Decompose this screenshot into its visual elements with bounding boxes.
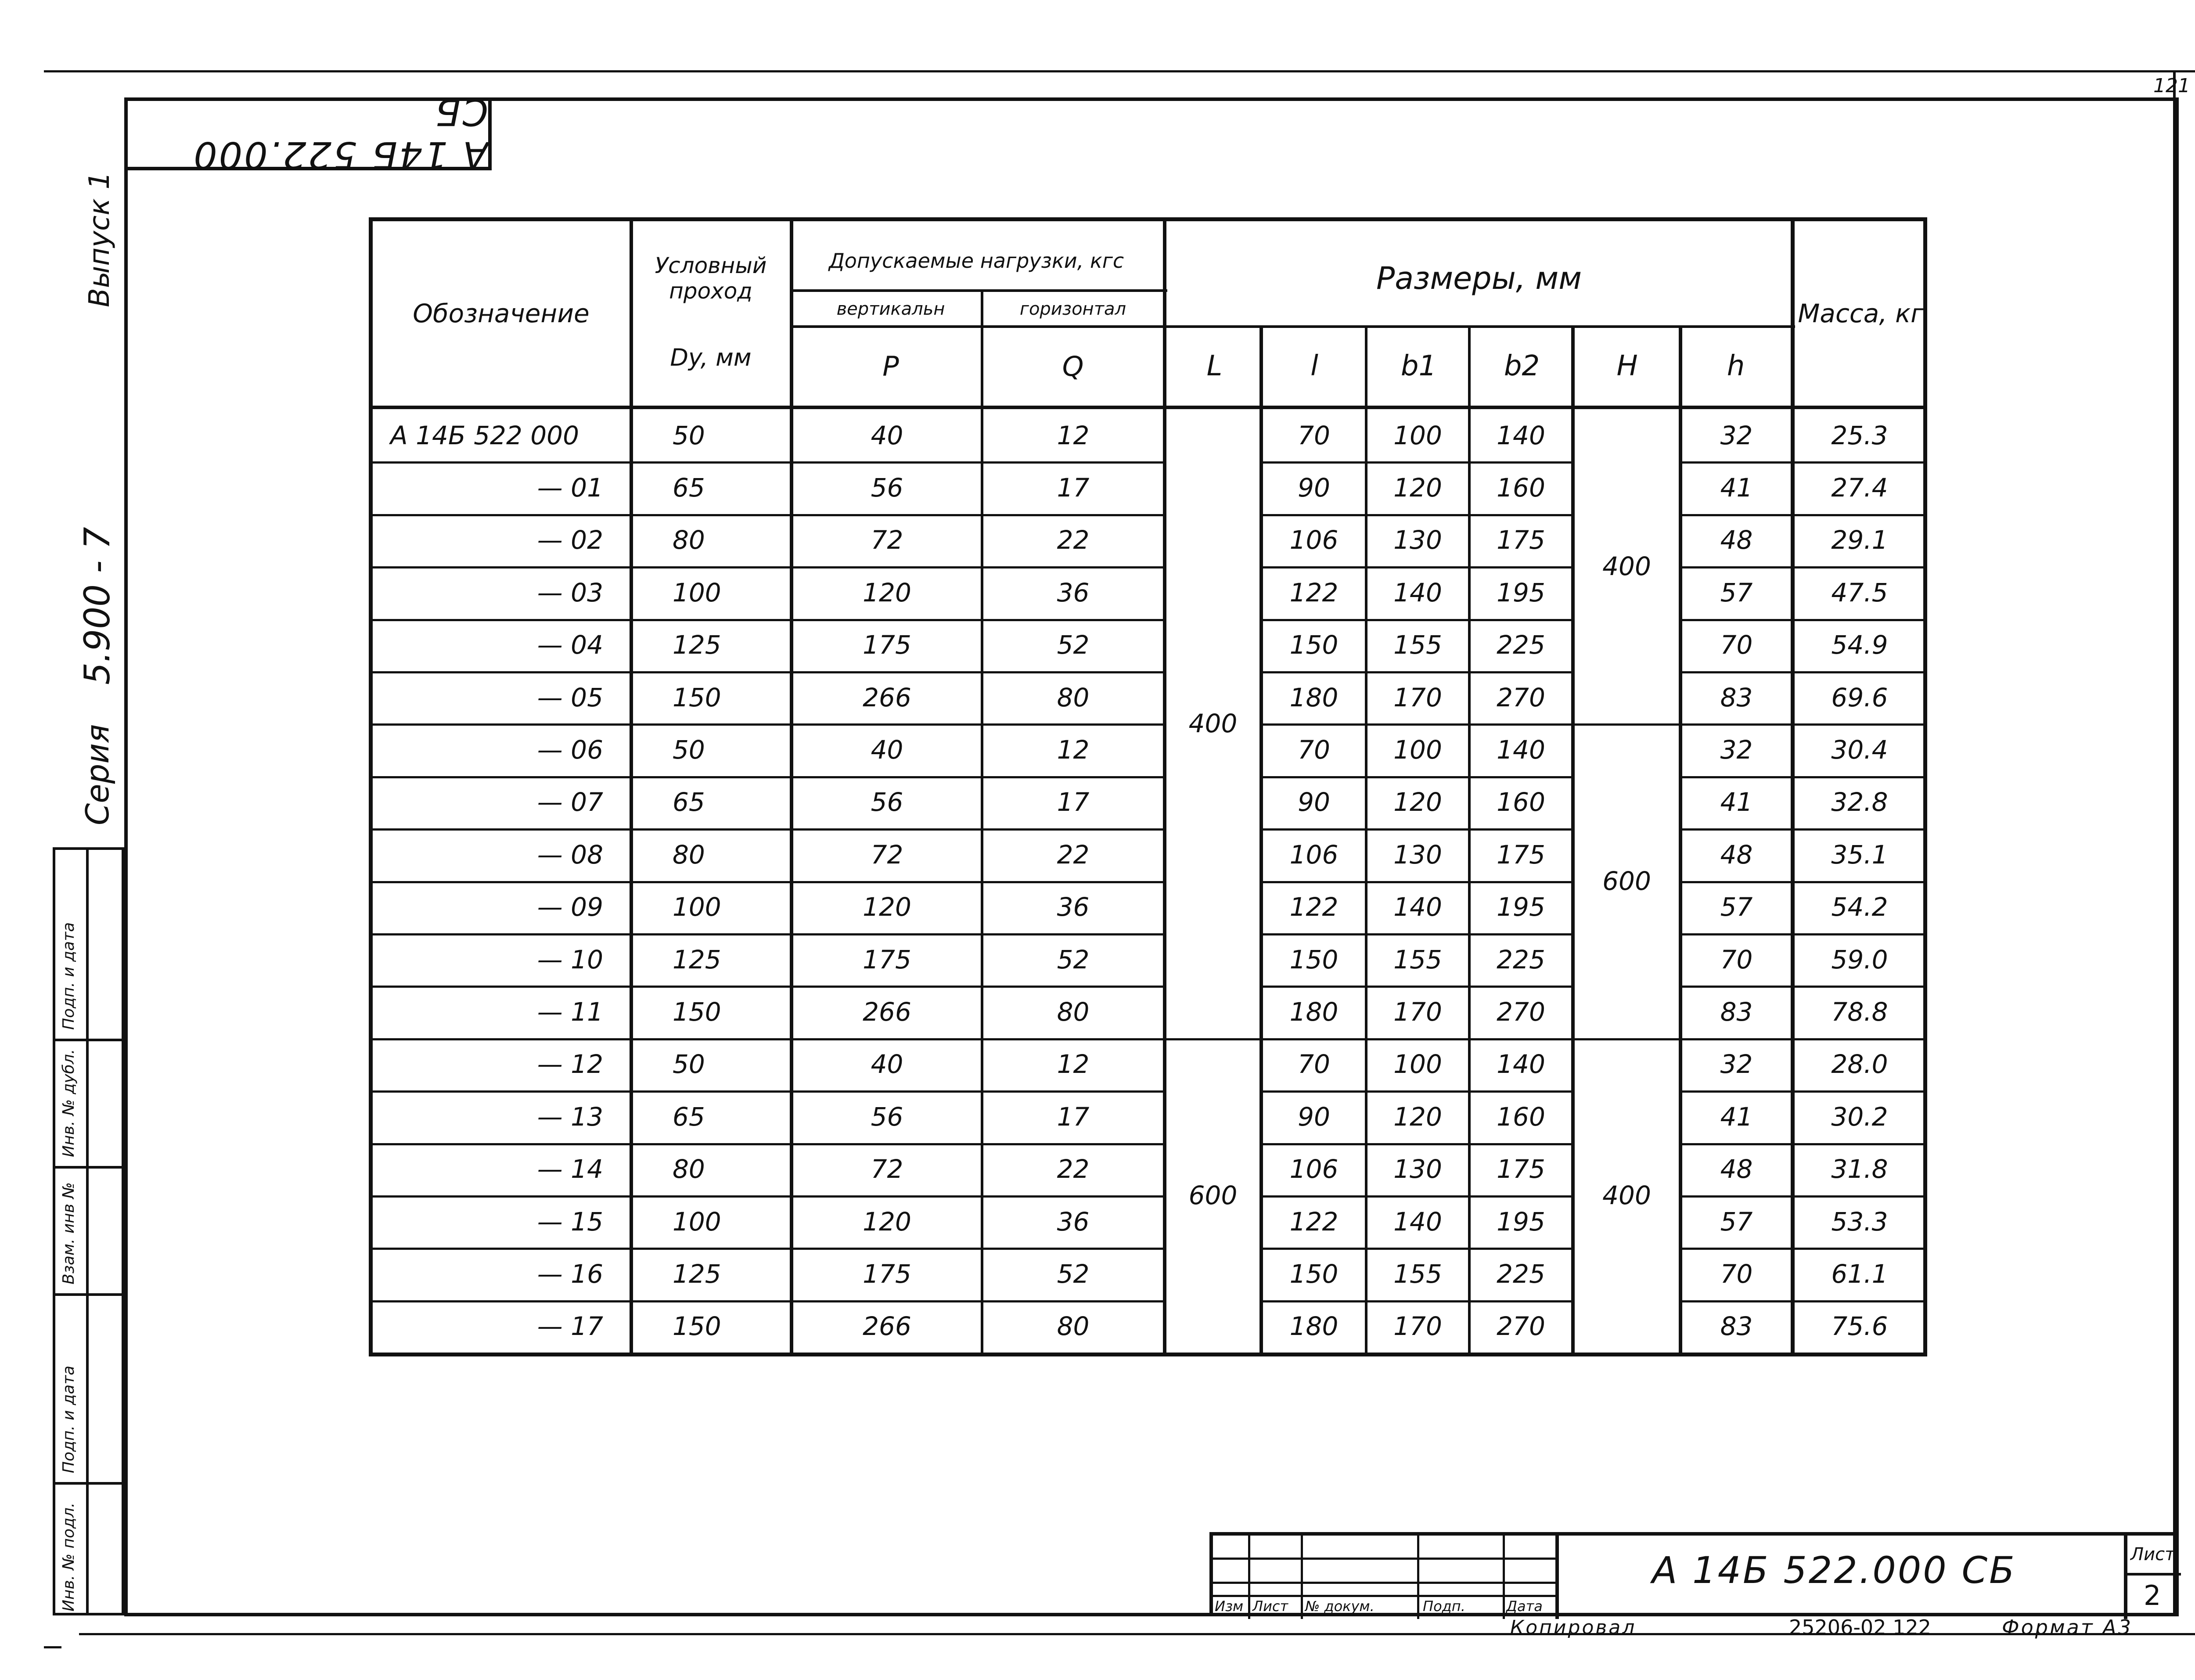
cell-h: 83	[1720, 997, 1753, 1027]
cell-m: 54.2	[1831, 892, 1888, 922]
row-line-dims	[1259, 828, 1571, 831]
cell-m: 53.3	[1831, 1206, 1888, 1237]
cell-q: 12	[1057, 735, 1090, 765]
cell-dy: 150	[673, 682, 721, 712]
cell-d: — 13	[537, 1101, 603, 1132]
cell-b1: 140	[1393, 892, 1442, 922]
cell-h: 41	[1720, 787, 1753, 817]
row-line-dims	[1259, 671, 1571, 673]
tb-doc-number: А 14Б 522.000 СБ	[1652, 1549, 2016, 1592]
cell-d: — 05	[537, 682, 603, 712]
row-line-dims	[1259, 723, 1571, 726]
col-line-4	[1163, 221, 1166, 1353]
tb-col-doc-no: № докум.	[1305, 1598, 1375, 1615]
tb-col-line-2	[1301, 1536, 1303, 1619]
cell-b1: 170	[1393, 682, 1442, 712]
cell-b1: 100	[1393, 735, 1442, 765]
cell-h: 57	[1720, 892, 1753, 922]
cell-dy: 50	[673, 1049, 705, 1079]
cell-b2: 270	[1497, 682, 1545, 712]
cell-d: — 07	[537, 787, 603, 817]
cell-b2: 175	[1497, 525, 1545, 555]
cell-l: 150	[1289, 630, 1339, 660]
cell-h: 57	[1720, 1206, 1753, 1237]
cell-m: 29.1	[1831, 525, 1888, 555]
cell-d: — 17	[537, 1311, 603, 1342]
row-line	[373, 828, 1163, 831]
title-block	[1209, 1532, 2177, 1615]
row-line-mass	[1679, 723, 1925, 726]
cell-b2: 140	[1497, 420, 1545, 450]
tb-col-line-4	[1503, 1536, 1505, 1619]
cell-b1: 120	[1393, 1101, 1442, 1132]
cell-m: 25.3	[1831, 420, 1888, 450]
row-line	[373, 1090, 1163, 1093]
side-divider-2	[55, 1166, 122, 1169]
tb-col-date: Дата	[1506, 1598, 1543, 1615]
side-issue: Выпуск 1	[83, 171, 116, 307]
cell-L-group: 600	[1188, 1180, 1238, 1210]
col-line-8	[1571, 325, 1575, 1353]
cell-d: — 09	[537, 892, 603, 922]
tb-col-change: Изм	[1215, 1598, 1244, 1615]
row-line-mass	[1679, 1300, 1925, 1302]
cell-q: 22	[1057, 525, 1090, 555]
cell-b2: 195	[1497, 892, 1545, 922]
cell-dy: 50	[673, 420, 705, 450]
top-document-stamp	[127, 90, 492, 176]
sheet-corner-number: 121	[2153, 75, 2190, 97]
row-line	[373, 461, 1163, 464]
cell-h: 48	[1720, 1154, 1753, 1184]
cell-b2: 175	[1497, 839, 1545, 870]
cell-m: 69.6	[1831, 682, 1888, 712]
header-designation: Обозначение	[413, 299, 590, 328]
row-line-mass	[1679, 986, 1925, 988]
row-line	[373, 566, 1163, 568]
row-line	[373, 1195, 1163, 1198]
cell-p: 266	[863, 997, 911, 1027]
cell-p: 175	[863, 630, 911, 660]
row-line-mass	[1679, 566, 1925, 568]
header-P: P	[882, 350, 899, 382]
cell-q: 22	[1057, 839, 1090, 870]
cell-m: 32.8	[1831, 787, 1888, 817]
cell-p: 56	[871, 787, 903, 817]
cell-dy: 80	[673, 1154, 705, 1184]
row-line-mass	[1679, 671, 1925, 673]
cell-q: 52	[1057, 1259, 1090, 1289]
cell-m: 61.1	[1831, 1259, 1888, 1289]
cell-p: 175	[863, 944, 911, 975]
cell-q: 80	[1057, 1311, 1090, 1342]
row-line-mass	[1679, 514, 1925, 516]
cell-dy: 100	[673, 892, 721, 922]
cell-m: 27.4	[1831, 473, 1888, 503]
header-loads: Допускаемые нагрузки, кгс	[828, 249, 1124, 273]
row-line	[373, 881, 1163, 883]
cell-q: 22	[1057, 1154, 1090, 1184]
cell-p: 175	[863, 1259, 911, 1289]
cell-l: 70	[1298, 420, 1330, 450]
row-line-dims	[1259, 461, 1571, 464]
cell-b1: 155	[1393, 1259, 1442, 1289]
cell-dy: 65	[673, 1101, 705, 1132]
cell-q: 36	[1057, 577, 1090, 608]
side-series-label: Серия	[79, 724, 116, 825]
cell-b1: 170	[1393, 997, 1442, 1027]
cell-b1: 130	[1393, 525, 1442, 555]
cell-b1: 120	[1393, 787, 1442, 817]
cell-m: 30.4	[1831, 735, 1888, 765]
cell-d: — 15	[537, 1206, 603, 1237]
cell-p: 72	[871, 525, 903, 555]
row-line-dims	[1259, 1038, 1571, 1040]
header-H: H	[1616, 350, 1638, 382]
cell-b2: 160	[1497, 473, 1545, 503]
cell-q: 12	[1057, 1049, 1090, 1079]
side-registration-block	[53, 847, 124, 1615]
row-line-mass	[1679, 828, 1925, 831]
cell-b2: 140	[1497, 1049, 1545, 1079]
cell-q: 36	[1057, 892, 1090, 922]
row-line	[373, 1300, 1163, 1302]
cell-l: 150	[1289, 1259, 1339, 1289]
row-line-dims	[1259, 619, 1571, 621]
cell-m: 47.5	[1831, 577, 1888, 608]
row-line-dims	[1259, 776, 1571, 778]
cell-b2: 195	[1497, 1206, 1545, 1237]
cell-l: 70	[1298, 1049, 1330, 1079]
cell-h: 32	[1720, 420, 1753, 450]
side-divider-1	[55, 1039, 122, 1041]
row-line	[373, 514, 1163, 516]
cell-p: 72	[871, 1154, 903, 1184]
cell-H-group: 600	[1602, 866, 1651, 896]
cell-p: 40	[871, 1049, 903, 1079]
cell-l: 70	[1298, 735, 1330, 765]
cell-m: 75.6	[1831, 1311, 1888, 1342]
row-line-dims	[1259, 1300, 1571, 1302]
header-bottom-line	[373, 406, 1925, 409]
cell-dy: 150	[673, 1311, 721, 1342]
cell-h: 70	[1720, 1259, 1753, 1289]
row-line-mass	[1679, 1143, 1925, 1145]
cell-l: 90	[1298, 787, 1330, 817]
cell-b2: 270	[1497, 1311, 1545, 1342]
row-line-dims	[1259, 1090, 1571, 1093]
cell-q: 52	[1057, 630, 1090, 660]
cell-H-group-divider	[1575, 1038, 1679, 1040]
cell-l: 122	[1289, 892, 1339, 922]
row-line	[373, 1143, 1163, 1145]
row-line-mass	[1679, 1038, 1925, 1040]
sheet-top-border	[44, 70, 2195, 72]
tb-col-line-3	[1417, 1536, 1419, 1619]
cell-dy: 100	[673, 577, 721, 608]
cell-b2: 160	[1497, 787, 1545, 817]
cell-b2: 140	[1497, 735, 1545, 765]
cell-d: — 11	[537, 997, 603, 1027]
cell-q: 17	[1057, 787, 1090, 817]
cell-d: — 16	[537, 1259, 603, 1289]
cell-p: 266	[863, 682, 911, 712]
cell-dy: 65	[673, 473, 705, 503]
cell-q: 52	[1057, 944, 1090, 975]
col-line-1	[630, 221, 633, 1353]
cell-p: 56	[871, 473, 903, 503]
cell-H-group: 400	[1602, 1180, 1651, 1210]
cell-l: 122	[1289, 577, 1339, 608]
cell-dy: 80	[673, 839, 705, 870]
row-line	[373, 1248, 1163, 1250]
cell-h: 70	[1720, 944, 1753, 975]
col-line-10	[1791, 221, 1795, 1353]
left-tick	[44, 1646, 61, 1648]
cell-l: 106	[1289, 839, 1339, 870]
header-mass: Масса, кг	[1798, 299, 1924, 328]
cell-L-group: 400	[1188, 709, 1238, 739]
cell-l: 106	[1289, 525, 1339, 555]
side-label-sign-date-1: Подп. и дата	[60, 922, 78, 1030]
cell-m: 54.9	[1831, 630, 1888, 660]
cell-d: — 02	[537, 525, 603, 555]
cell-b1: 170	[1393, 1311, 1442, 1342]
tb-col-line-5	[1555, 1536, 1559, 1619]
cell-b2: 195	[1497, 577, 1545, 608]
cell-d: А 14Б 522 000	[390, 420, 579, 450]
cell-H-group: 400	[1602, 551, 1651, 582]
cell-l: 90	[1298, 1101, 1330, 1132]
row-line-mass	[1679, 461, 1925, 464]
row-line-mass	[1679, 1090, 1925, 1093]
cell-p: 56	[871, 1101, 903, 1132]
cell-dy: 80	[673, 525, 705, 555]
cell-p: 266	[863, 1311, 911, 1342]
row-line-mass	[1679, 933, 1925, 935]
cell-h: 70	[1720, 630, 1753, 660]
cell-b1: 130	[1393, 839, 1442, 870]
cell-h: 41	[1720, 473, 1753, 503]
header-nominal-bore: Условный проход	[655, 253, 767, 304]
cell-p: 120	[863, 577, 911, 608]
cell-b1: 120	[1393, 473, 1442, 503]
cell-m: 59.0	[1831, 944, 1888, 975]
specification-table	[369, 217, 1927, 1356]
row-line-mass	[1679, 1195, 1925, 1198]
cell-b1: 155	[1393, 944, 1442, 975]
side-divider-4	[55, 1482, 122, 1485]
side-label-dup-inv: Инв. № дубл.	[60, 1049, 78, 1157]
row-line	[373, 1038, 1163, 1040]
tb-sheet-divider	[2124, 1573, 2181, 1576]
cell-b2: 225	[1497, 944, 1545, 975]
cell-d: — 06	[537, 735, 603, 765]
cell-l: 90	[1298, 473, 1330, 503]
row-line	[373, 723, 1163, 726]
cell-dy: 65	[673, 787, 705, 817]
row-line-mass	[1679, 776, 1925, 778]
cell-b2: 160	[1497, 1101, 1545, 1132]
cell-m: 35.1	[1831, 839, 1888, 870]
row-line	[373, 986, 1163, 988]
side-label-repl-inv: Взам. инв №	[60, 1182, 78, 1284]
cell-q: 80	[1057, 682, 1090, 712]
header-b1: b1	[1400, 350, 1437, 382]
cell-d: — 04	[537, 630, 603, 660]
cell-b1: 130	[1393, 1154, 1442, 1184]
cell-p: 72	[871, 839, 903, 870]
tb-col-line-1	[1248, 1536, 1250, 1619]
cell-q: 80	[1057, 997, 1090, 1027]
header-loads-line	[790, 289, 1167, 292]
header-nominal-bore-unit: Dy, мм	[670, 343, 752, 371]
footer-format: Формат А3	[2002, 1615, 2133, 1639]
header-b2: b2	[1504, 350, 1540, 382]
cell-p: 120	[863, 1206, 911, 1237]
side-series-value: 5.900 - 7	[77, 527, 118, 685]
cell-q: 36	[1057, 1206, 1090, 1237]
tb-col-sign: Подп.	[1423, 1598, 1465, 1615]
cell-dy: 125	[673, 1259, 721, 1289]
cell-l: 180	[1289, 682, 1339, 712]
header-L: L	[1206, 350, 1223, 382]
cell-b1: 155	[1393, 630, 1442, 660]
cell-b1: 100	[1393, 1049, 1442, 1079]
cell-h: 48	[1720, 525, 1753, 555]
row-line-dims	[1259, 1248, 1571, 1250]
row-line-dims	[1259, 1195, 1571, 1198]
tb-sheet-label: Лист	[2130, 1544, 2175, 1565]
footer-copied: Копировал	[1510, 1616, 1637, 1639]
cell-l: 122	[1289, 1206, 1339, 1237]
cell-m: 28.0	[1831, 1049, 1888, 1079]
side-label-orig-inv: Инв. № подл.	[60, 1502, 78, 1612]
row-line-mass	[1679, 881, 1925, 883]
header-Q: Q	[1062, 350, 1084, 382]
cell-l: 180	[1289, 1311, 1339, 1342]
cell-b1: 140	[1393, 1206, 1442, 1237]
row-line-mass	[1679, 1248, 1925, 1250]
cell-p: 120	[863, 892, 911, 922]
cell-m: 30.2	[1831, 1101, 1888, 1132]
cell-d: — 03	[537, 577, 603, 608]
cell-b2: 175	[1497, 1154, 1545, 1184]
cell-L-group-divider	[1166, 1038, 1259, 1040]
cell-b1: 100	[1393, 420, 1442, 450]
cell-b2: 225	[1497, 630, 1545, 660]
row-line	[373, 619, 1163, 621]
col-line-9	[1679, 325, 1682, 1353]
header-h: h	[1727, 350, 1745, 382]
row-line	[373, 776, 1163, 778]
cell-dy: 125	[673, 630, 721, 660]
cell-p: 40	[871, 735, 903, 765]
cell-p: 40	[871, 420, 903, 450]
header-l: l	[1310, 350, 1318, 382]
tb-row-line-2	[1213, 1582, 1558, 1584]
cell-d: — 12	[537, 1049, 603, 1079]
tb-row-line-3	[1213, 1595, 1558, 1597]
cell-h: 83	[1720, 682, 1753, 712]
row-line-dims	[1259, 933, 1571, 935]
cell-b2: 270	[1497, 997, 1545, 1027]
side-divider-3	[55, 1293, 122, 1296]
cell-b1: 140	[1393, 577, 1442, 608]
cell-dy: 150	[673, 997, 721, 1027]
row-line-dims	[1259, 514, 1571, 516]
cell-q: 17	[1057, 1101, 1090, 1132]
header-dimensions: Размеры, мм	[1376, 260, 1582, 296]
cell-h: 83	[1720, 1311, 1753, 1342]
tb-col-line-6	[2124, 1536, 2127, 1619]
cell-d: — 10	[537, 944, 603, 975]
cell-h: 48	[1720, 839, 1753, 870]
tb-col-sheet: Лист	[1252, 1598, 1288, 1615]
row-line-mass	[1679, 619, 1925, 621]
cell-dy: 50	[673, 735, 705, 765]
cell-dy: 125	[673, 944, 721, 975]
side-label-sign-date-2: Подп. и дата	[60, 1365, 78, 1473]
cell-l: 106	[1289, 1154, 1339, 1184]
cell-q: 12	[1057, 420, 1090, 450]
cell-d: — 14	[537, 1154, 603, 1184]
header-vertical: вертикальн	[836, 299, 945, 319]
cell-b2: 225	[1497, 1259, 1545, 1289]
side-vertical-divider	[86, 850, 89, 1613]
cell-dy: 100	[673, 1206, 721, 1237]
row-line-dims	[1259, 881, 1571, 883]
col-line-5	[1259, 325, 1263, 1353]
tb-row-line-1	[1213, 1558, 1558, 1560]
cell-l: 180	[1289, 997, 1339, 1027]
row-line-dims	[1259, 1143, 1571, 1145]
row-line-dims	[1259, 566, 1571, 568]
cell-H-group-divider	[1575, 723, 1679, 726]
cell-d: — 01	[537, 473, 603, 503]
cell-m: 31.8	[1831, 1154, 1888, 1184]
header-horizontal: горизонтал	[1019, 299, 1126, 319]
row-line	[373, 671, 1163, 673]
cell-q: 17	[1057, 473, 1090, 503]
cell-h: 32	[1720, 735, 1753, 765]
header-sub-line	[790, 325, 1795, 328]
footer-code: 25206-02 122	[1789, 1615, 1931, 1639]
tb-sheet-number: 2	[2144, 1579, 2161, 1612]
top-stamp-text: А 14Б 522.000 СБ	[192, 90, 488, 176]
cell-l: 150	[1289, 944, 1339, 975]
row-line	[373, 933, 1163, 935]
cell-h: 57	[1720, 577, 1753, 608]
cell-h: 32	[1720, 1049, 1753, 1079]
row-line-dims	[1259, 986, 1571, 988]
cell-d: — 08	[537, 839, 603, 870]
cell-h: 41	[1720, 1101, 1753, 1132]
cell-m: 78.8	[1831, 997, 1888, 1027]
col-line-2	[790, 221, 793, 1353]
